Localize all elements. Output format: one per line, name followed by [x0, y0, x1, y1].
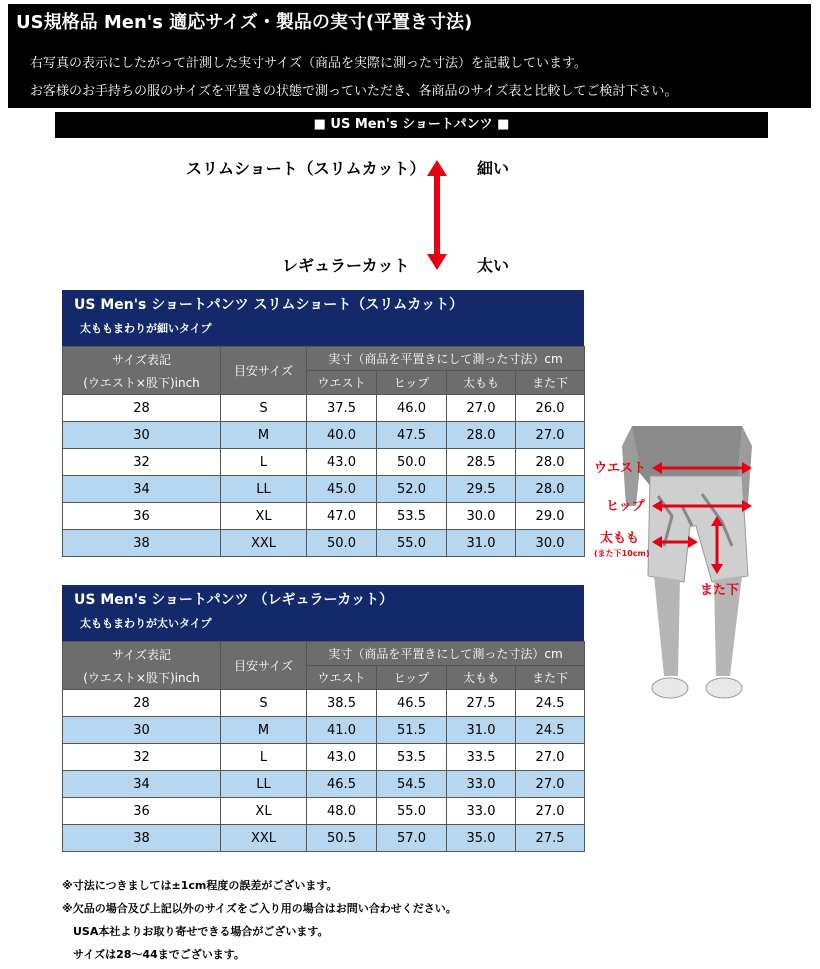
waist-cell: 41.0 [307, 717, 377, 744]
guide-size-cell: M [221, 717, 307, 744]
size-cell: 30 [63, 717, 221, 744]
waist-cell: 48.0 [307, 798, 377, 825]
inseam-marker-label: また下 [700, 583, 740, 598]
slim-table-subtitle: 太ももまわりが細いタイプ [80, 322, 212, 335]
regular-table-subtitle: 太ももまわりが太いタイプ [80, 617, 212, 630]
intro-line-2: お客様のお手持ちの服のサイズを平置きの状態で測っていただき、各商品のサイズ表と比較してご検討下さい。 [30, 84, 678, 99]
thigh-cell: 31.0 [447, 717, 516, 744]
waist-header: ウエスト [307, 371, 377, 395]
fit-double-arrow-icon [427, 160, 447, 270]
inseam-cell: 28.0 [516, 476, 585, 503]
inseam-header: また下 [516, 666, 585, 690]
thigh-note-label: (また下10cm) [594, 549, 650, 558]
table-row [63, 798, 585, 825]
regular-table-title: US Men's ショートパンツ （レギュラーカット） [74, 592, 394, 608]
slim-table-header [62, 290, 584, 346]
waist-cell: 47.0 [307, 503, 377, 530]
table-row [63, 690, 585, 717]
waist-cell: 45.0 [307, 476, 377, 503]
thigh-cell: 29.5 [447, 476, 516, 503]
size-cell: 36 [63, 503, 221, 530]
waist-header: ウエスト [307, 666, 377, 690]
guide-size-header: 目安サイズ [221, 347, 307, 395]
waist-cell: 43.0 [307, 744, 377, 771]
hip-cell: 55.0 [377, 798, 447, 825]
inseam-cell: 27.0 [516, 744, 585, 771]
guide-size-cell: S [221, 690, 307, 717]
size-cell: 30 [63, 422, 221, 449]
model-shorts [648, 476, 748, 582]
measure-group-header: 実寸（商品を平置きにして測った寸法）cm [307, 642, 585, 666]
waist-marker-label: ウエスト [594, 461, 647, 476]
slim-size-table [62, 290, 584, 557]
section-title-bar: ■ US Men's ショートパンツ ■ [55, 112, 768, 138]
size-cell: 34 [63, 771, 221, 798]
waist-cell: 50.5 [307, 825, 377, 852]
guide-size-cell: XL [221, 503, 307, 530]
size-cell: 32 [63, 449, 221, 476]
size-label-header [63, 642, 221, 690]
hip-header: ヒップ [377, 371, 447, 395]
regular-word: 太い [477, 256, 510, 275]
guide-size-cell: LL [221, 771, 307, 798]
thigh-marker-label: 太もも [600, 531, 640, 546]
size-cell: 32 [63, 744, 221, 771]
slim-size-grid [62, 346, 585, 557]
inseam-cell: 30.0 [516, 530, 585, 557]
table-row [63, 744, 585, 771]
inseam-cell: 24.5 [516, 690, 585, 717]
hip-cell: 46.0 [377, 395, 447, 422]
size-label-line1: サイズ表記 [111, 647, 172, 662]
inseam-cell: 27.0 [516, 798, 585, 825]
guide-size-cell: L [221, 744, 307, 771]
size-cell: 38 [63, 530, 221, 557]
inseam-cell: 27.0 [516, 422, 585, 449]
model-left-leg [654, 576, 680, 676]
thigh-cell: 27.5 [447, 690, 516, 717]
hip-marker-label: ヒップ [606, 499, 645, 514]
note-line: USA本社よりお取り寄せできる場合がございます。 [62, 925, 329, 938]
guide-size-cell: M [221, 422, 307, 449]
slim-fit-label: スリムショート（スリムカット） [186, 159, 426, 178]
waist-cell: 37.5 [307, 395, 377, 422]
guide-size-header: 目安サイズ [221, 642, 307, 690]
thigh-cell: 33.5 [447, 744, 516, 771]
intro-line-1: 右写真の表示にしたがって計測した実寸サイズ（商品を実際に測った寸法）を記載しています。 [30, 56, 587, 71]
thigh-cell: 33.0 [447, 798, 516, 825]
hip-cell: 52.0 [377, 476, 447, 503]
size-cell: 38 [63, 825, 221, 852]
thigh-cell: 27.0 [447, 395, 516, 422]
thigh-cell: 30.0 [447, 503, 516, 530]
hip-cell: 46.5 [377, 690, 447, 717]
hip-cell: 57.0 [377, 825, 447, 852]
guide-size-cell: XL [221, 798, 307, 825]
thigh-cell: 35.0 [447, 825, 516, 852]
hip-header: ヒップ [377, 666, 447, 690]
size-cell: 28 [63, 395, 221, 422]
note-line: ※寸法につきましては±1cm程度の誤差がございます。 [62, 879, 338, 892]
guide-size-cell: L [221, 449, 307, 476]
regular-size-table [62, 585, 584, 852]
size-cell: 36 [63, 798, 221, 825]
measure-group-header: 実寸（商品を平置きにして測った寸法）cm [307, 347, 585, 371]
inseam-cell: 26.0 [516, 395, 585, 422]
waist-cell: 40.0 [307, 422, 377, 449]
model-measurement-illustration [592, 426, 774, 708]
thigh-cell: 28.5 [447, 449, 516, 476]
slim-word: 細い [477, 159, 510, 178]
hip-cell: 53.5 [377, 503, 447, 530]
waist-cell: 46.5 [307, 771, 377, 798]
note-line: サイズは28～44までございます。 [62, 948, 245, 961]
table-row [63, 422, 585, 449]
inseam-cell: 29.0 [516, 503, 585, 530]
inseam-cell: 27.0 [516, 771, 585, 798]
thigh-cell: 28.0 [447, 422, 516, 449]
regular-fit-label: レギュラーカット [282, 256, 410, 275]
notes [62, 874, 457, 966]
inseam-cell: 24.5 [516, 717, 585, 744]
size-cell: 28 [63, 690, 221, 717]
note-line: ※欠品の場合及び上記以外のサイズをご入り用の場合はお問い合わせください。 [62, 902, 457, 915]
guide-size-cell: S [221, 395, 307, 422]
model-left-shoe [652, 678, 688, 698]
inseam-cell: 27.5 [516, 825, 585, 852]
table-row [63, 530, 585, 557]
header-banner [8, 4, 811, 108]
thigh-header: 太もも [447, 666, 516, 690]
size-label-line2: (ウエスト×股下)inch [83, 670, 200, 685]
hip-cell: 50.0 [377, 449, 447, 476]
guide-size-cell: LL [221, 476, 307, 503]
thigh-header: 太もも [447, 371, 516, 395]
waist-cell: 50.0 [307, 530, 377, 557]
inseam-header: また下 [516, 371, 585, 395]
hip-cell: 55.0 [377, 530, 447, 557]
table-row [63, 395, 585, 422]
table-row [63, 449, 585, 476]
regular-size-grid [62, 641, 585, 852]
hip-cell: 53.5 [377, 744, 447, 771]
model-right-shoe [706, 678, 742, 698]
table-row [63, 503, 585, 530]
size-label-line1: サイズ表記 [111, 352, 172, 367]
waist-cell: 38.5 [307, 690, 377, 717]
table-row [63, 476, 585, 503]
thigh-cell: 31.0 [447, 530, 516, 557]
table-row [63, 825, 585, 852]
table-row [63, 717, 585, 744]
size-cell: 34 [63, 476, 221, 503]
hip-cell: 47.5 [377, 422, 447, 449]
inseam-cell: 28.0 [516, 449, 585, 476]
guide-size-cell: XXL [221, 825, 307, 852]
slim-table-title: US Men's ショートパンツ スリムショート（スリムカット） [74, 297, 464, 313]
waist-cell: 43.0 [307, 449, 377, 476]
size-label-line2: (ウエスト×股下)inch [83, 375, 200, 390]
hip-cell: 54.5 [377, 771, 447, 798]
regular-table-header [62, 585, 584, 641]
hip-cell: 51.5 [377, 717, 447, 744]
page-title: US規格品 Men's 適応サイズ・製品の実寸(平置き寸法) [16, 12, 473, 33]
table-row [63, 771, 585, 798]
size-label-header [63, 347, 221, 395]
guide-size-cell: XXL [221, 530, 307, 557]
thigh-cell: 33.0 [447, 771, 516, 798]
